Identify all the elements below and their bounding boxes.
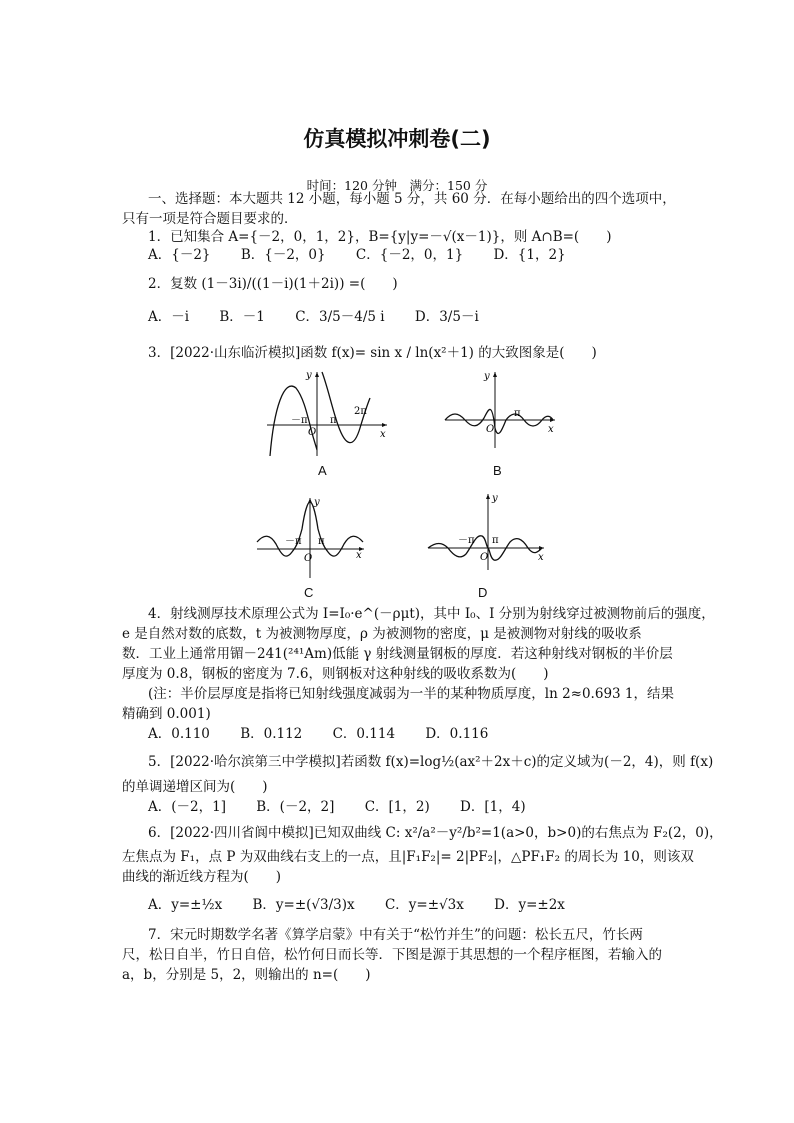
graph-d-label: D (478, 585, 488, 600)
label-neg-pi: －π (291, 415, 308, 426)
graph-c-label: C (304, 585, 314, 600)
option-a[interactable]: A．{－2} (148, 247, 211, 263)
exam-meta: 时间：120 分钟 满分：150 分 (306, 178, 488, 193)
graph-a-label: A (318, 463, 327, 478)
question-3: 3．[2022·山东临沂模拟]函数 f(x)= sin x / ln(x²＋1) 的大致图象是( ) (148, 345, 597, 361)
graph-b-label: B (493, 463, 502, 478)
question-5: 5．[2022·哈尔滨第三中学模拟]若函数 f(x)=log½(ax²＋2x＋c)的定义域为(－2，4)，则 f(x) (148, 754, 714, 770)
option-a[interactable]: A．(－2，1] (148, 799, 226, 815)
label-pi: π (330, 415, 337, 426)
label-x: x (356, 550, 362, 561)
option-b[interactable]: B．－1 (219, 309, 265, 325)
option-d[interactable]: D．y=±2x (494, 897, 565, 913)
question-4-cont: 数．工业上通常用镅－241(²⁴¹Am)低能 γ 射线测量钢板的厚度．若这种射线对钢板的半价层 (122, 646, 673, 662)
question-2-options (148, 307, 505, 327)
label-origin: O (480, 552, 489, 563)
option-a[interactable]: A．0.110 (148, 726, 210, 742)
option-a[interactable]: A．y=±½x (148, 897, 223, 913)
label-y: y (484, 371, 490, 382)
question-5-options (148, 797, 552, 817)
option-d[interactable]: D．3/5－i (414, 309, 479, 325)
label-x: x (538, 552, 544, 563)
label-x: x (380, 429, 386, 440)
question-4-cont: 厚度为 0.8，钢板的密度为 7.6，则钢板对这种射线的吸收系数为( ) (122, 666, 549, 682)
option-b[interactable]: B．(－2，2] (256, 799, 335, 815)
section-heading: 一、选择题：本大题共 12 小题，每小题 5 分，共 60 分．在每小题给出的四个选项中， (148, 191, 676, 207)
option-b[interactable]: B．{－2，0} (240, 247, 326, 263)
graph-c[interactable] (252, 494, 372, 579)
page-title: 仿真模拟冲刺卷(二) (303, 127, 491, 151)
question-1: 1．已知集合 A={－2，0，1，2}，B={y|y=－√(x－1)}，则 A∩B=( ) (148, 229, 612, 245)
option-b[interactable]: B．0.112 (240, 726, 303, 742)
option-d[interactable]: D．0.116 (425, 726, 489, 742)
label-pi: π (492, 535, 499, 546)
question-1-options (148, 245, 592, 265)
question-2: 2．复数 (1－3i)/((1－i)(1＋2i)) =( ) (148, 276, 398, 292)
question-6-options (148, 895, 591, 915)
label-origin: O (304, 553, 313, 564)
label-origin: O (486, 424, 495, 435)
label-y: y (306, 370, 312, 381)
label-neg-pi: －π (285, 536, 302, 547)
option-c[interactable]: C．{－2，0，1} (355, 247, 464, 263)
label-y: y (492, 493, 498, 504)
question-5-cont: 的单调递增区间为( ) (122, 779, 268, 795)
graph-a[interactable] (262, 368, 392, 458)
graph-b[interactable] (440, 368, 560, 448)
option-c[interactable]: C．y=±√3x (384, 897, 464, 913)
question-4: 4．射线测厚技术原理公式为 I=I₀·e^(－ρμt)，其中 I₀、I 分别为射线穿过被测物前后的强度， (148, 606, 715, 622)
question-4-note-cont: 精确到 0.001) (122, 706, 211, 722)
label-origin: O (308, 427, 317, 438)
question-6-cont: 曲线的渐近线方程为( ) (122, 869, 282, 885)
label-neg-pi: －π (458, 535, 475, 546)
question-6-cont: 左焦点为 F₁，点 P 为双曲线右支上的一点，且|F₁F₂|= 2|PF₂|，△PF₁F₂ 的周长为 10，则该双 (122, 849, 694, 865)
label-pi: π (514, 408, 521, 419)
question-6: 6．[2022·四川省阆中模拟]已知双曲线 C: x²/a²－y²/b²=1(a>0，b>0)的右焦点为 F₂(2，0)， (148, 825, 723, 841)
option-d[interactable]: D．{1，2} (493, 247, 566, 263)
question-4-cont: e 是自然对数的底数，t 为被测物厚度，ρ 为被测物的密度，μ 是被测物对射线的吸收系 (122, 626, 642, 642)
option-c[interactable]: C．3/5－4/5 i (295, 309, 385, 325)
label-pi: π (318, 536, 325, 547)
question-7: 7．宋元时期数学名著《算学启蒙》中有关于“松竹并生”的问题：松长五尺，竹长两 (148, 927, 643, 943)
curve (445, 409, 553, 433)
option-b[interactable]: B．y=±(√3/3)x (252, 897, 355, 913)
graph-d[interactable] (424, 490, 549, 570)
question-4-note: (注：半价层厚度是指将已知射线强度减弱为一半的某种物质厚度，ln 2≈0.693 1，结果 (148, 686, 674, 702)
option-d[interactable]: D．[1，4) (460, 799, 526, 815)
question-4-options (148, 724, 514, 744)
option-c[interactable]: C．[1，2) (364, 799, 430, 815)
label-2pi: 2π (354, 406, 367, 417)
question-7-cont: a，b，分别是 5，2，则输出的 n=( ) (122, 967, 371, 983)
section-heading-cont: 只有一项是符合题目要求的． (122, 211, 298, 227)
option-c[interactable]: C．0.114 (332, 726, 396, 742)
question-7-cont: 尺，松日自半，竹日自倍，松竹何日而长等．下图是源于其思想的一个程序框图，若输入的 (122, 947, 662, 963)
option-a[interactable]: A．－i (148, 309, 190, 325)
label-y: y (314, 497, 320, 508)
label-x: x (548, 424, 554, 435)
